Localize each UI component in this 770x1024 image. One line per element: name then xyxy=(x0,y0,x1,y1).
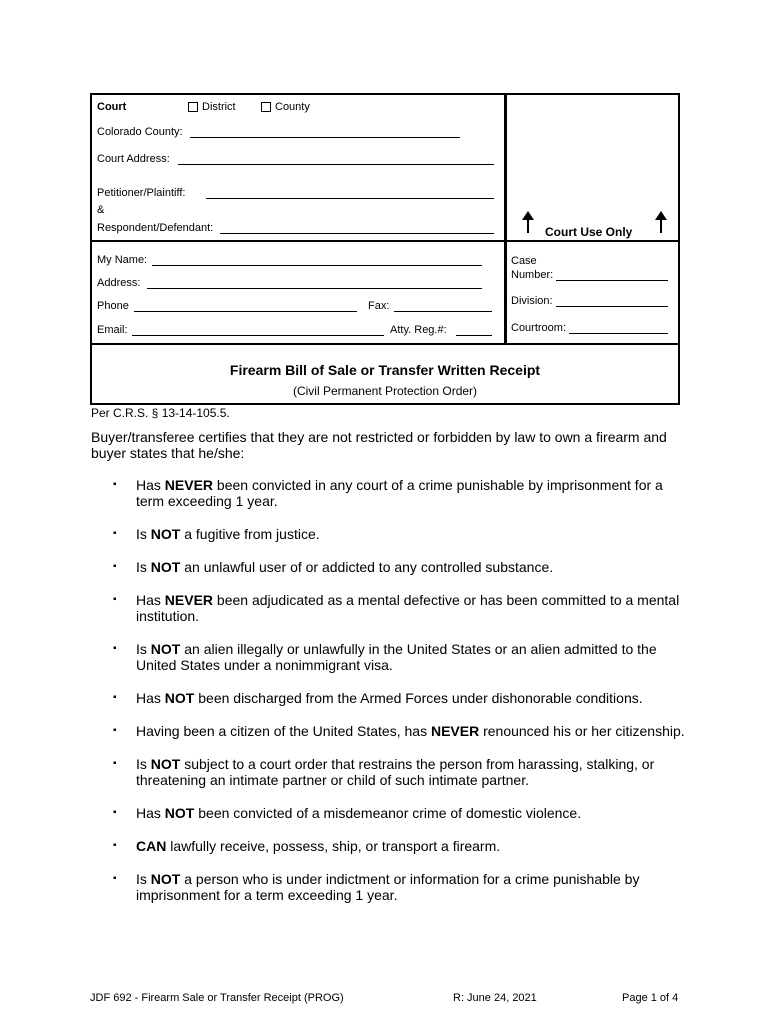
bullet-icon: ▪ xyxy=(113,594,117,605)
bullet-icon: ▪ xyxy=(113,643,117,654)
item-text-pre: Having been a citizen of the United States, has xyxy=(136,723,431,739)
item-text-post: a person who is under indictment or information for a crime punishable by imprisonment for a term exceeding 1 year. xyxy=(136,871,640,903)
email-field[interactable] xyxy=(132,335,384,336)
bullet-icon: ▪ xyxy=(113,561,117,572)
case-number-label: Number: xyxy=(511,269,554,281)
district-checkbox[interactable] xyxy=(188,102,198,112)
item-text-pre: Is xyxy=(136,756,151,772)
list-item xyxy=(91,723,691,739)
item-text-emphasis: NEVER xyxy=(430,723,480,739)
up-arrow-icon xyxy=(522,211,534,233)
bullet-icon: ▪ xyxy=(113,807,117,818)
item-text-emphasis: NOT xyxy=(150,559,181,575)
item-text-pre: Is xyxy=(136,559,151,575)
item-text-emphasis: NOT xyxy=(150,526,181,542)
footer-revision: R: June 24, 2021 xyxy=(453,992,537,1004)
item-text-pre: Is xyxy=(136,871,151,887)
item-text-pre: Is xyxy=(136,526,151,542)
item-text-emphasis: CAN xyxy=(136,838,167,854)
courtroom-label: Courtroom: xyxy=(511,322,567,334)
bullet-icon: ▪ xyxy=(113,873,117,884)
court-label: Court xyxy=(97,101,127,113)
atty-reg-field[interactable] xyxy=(456,335,492,336)
court-address-label: Court Address: xyxy=(97,153,170,165)
case-number-field[interactable] xyxy=(556,280,668,281)
caption-divider-2 xyxy=(92,343,678,345)
colorado-county-field[interactable] xyxy=(190,137,460,138)
item-text-post: been convicted in any court of a crime punishable by imprisonment for a term exceeding 1 year. xyxy=(136,477,663,509)
item-text-emphasis: NEVER xyxy=(164,592,214,608)
item-text-pre: Has xyxy=(136,592,165,608)
item-text-emphasis: NOT xyxy=(150,756,181,772)
item-text-pre: Is xyxy=(136,641,151,657)
division-field[interactable] xyxy=(556,306,668,307)
item-text-post: an unlawful user of or addicted to any controlled substance. xyxy=(180,559,554,575)
item-text-post: subject to a court order that restrains the person from harassing, stalking, or threatening an intimate partner or child of such intimate partner. xyxy=(136,756,655,788)
list-item xyxy=(91,871,691,903)
list-item xyxy=(91,526,691,542)
item-text-emphasis: NOT xyxy=(150,871,181,887)
list-item xyxy=(91,690,691,706)
bullet-icon: ▪ xyxy=(113,758,117,769)
item-text-post: a fugitive from justice. xyxy=(180,526,320,542)
courtroom-field[interactable] xyxy=(569,333,668,334)
item-text-post: renounced his or her citizenship. xyxy=(479,723,685,739)
item-text-post: been adjudicated as a mental defective or has been committed to a mental institution. xyxy=(136,592,680,624)
item-text-pre: Has xyxy=(136,805,165,821)
my-name-label: My Name: xyxy=(97,254,148,266)
caption-box xyxy=(90,93,680,405)
respondent-label: Respondent/Defendant: xyxy=(97,222,214,234)
respondent-field[interactable] xyxy=(220,233,494,234)
county-label: County xyxy=(275,101,310,113)
bullet-icon: ▪ xyxy=(113,840,117,851)
item-text-emphasis: NOT xyxy=(164,690,195,706)
statute-reference: Per C.R.S. § 13-14-105.5. xyxy=(91,406,230,420)
phone-field[interactable] xyxy=(134,311,357,312)
intro-paragraph: Buyer/transferee certifies that they are not restricted or forbidden by law to own a firearm and buyer states that he/she: xyxy=(91,429,667,461)
item-text-post: an alien illegally or unlawfully in the United States or an alien admitted to the United States under a nonimmigrant visa. xyxy=(136,641,657,673)
bullet-icon: ▪ xyxy=(113,479,117,490)
list-item xyxy=(91,559,691,575)
item-text-pre: Has xyxy=(136,477,165,493)
fax-label: Fax: xyxy=(368,300,390,312)
court-use-only-label: Court Use Only xyxy=(545,225,633,239)
petitioner-field[interactable] xyxy=(206,198,494,199)
list-item xyxy=(91,477,691,509)
up-arrow-icon xyxy=(655,211,667,233)
footer-page-number: Page 1 of 4 xyxy=(622,992,679,1004)
list-item xyxy=(91,756,691,788)
county-checkbox[interactable] xyxy=(261,102,271,112)
list-item xyxy=(91,805,691,821)
list-item xyxy=(91,838,691,854)
district-label: District xyxy=(202,101,236,113)
division-label: Division: xyxy=(511,295,553,307)
item-text-post: been convicted of a misdemeanor crime of domestic violence. xyxy=(194,805,582,821)
form-title: Firearm Bill of Sale or Transfer Written Receipt xyxy=(229,362,541,378)
list-item xyxy=(91,592,691,624)
item-text-post: been discharged from the Armed Forces under dishonorable conditions. xyxy=(194,690,643,706)
bullet-icon: ▪ xyxy=(113,692,117,703)
my-name-field[interactable] xyxy=(152,265,482,266)
list-item xyxy=(91,641,691,673)
ampersand: & xyxy=(97,204,105,216)
footer-form-id: JDF 692 - Firearm Sale or Transfer Receipt (PROG) xyxy=(90,992,344,1004)
item-text-emphasis: NEVER xyxy=(164,477,214,493)
item-text-pre: Has xyxy=(136,690,165,706)
certification-list xyxy=(91,477,691,920)
email-label: Email: xyxy=(97,324,128,336)
form-subtitle: (Civil Permanent Protection Order) xyxy=(292,384,478,398)
caption-divider-1 xyxy=(92,240,678,242)
caption-divider-vertical xyxy=(504,95,507,343)
bullet-icon: ▪ xyxy=(113,725,117,736)
fax-field[interactable] xyxy=(394,311,492,312)
court-address-field[interactable] xyxy=(178,164,494,165)
phone-label: Phone xyxy=(97,300,129,312)
atty-reg-label: Atty. Reg.#: xyxy=(390,324,447,336)
item-text-emphasis: NOT xyxy=(164,805,195,821)
item-text-post: lawfully receive, possess, ship, or transport a firearm. xyxy=(166,838,501,854)
colorado-county-label: Colorado County: xyxy=(97,126,183,138)
address-field[interactable] xyxy=(147,288,482,289)
bullet-icon: ▪ xyxy=(113,528,117,539)
petitioner-label: Petitioner/Plaintiff: xyxy=(97,187,186,199)
case-label: Case xyxy=(511,255,537,267)
address-label: Address: xyxy=(97,277,141,289)
item-text-emphasis: NOT xyxy=(150,641,181,657)
